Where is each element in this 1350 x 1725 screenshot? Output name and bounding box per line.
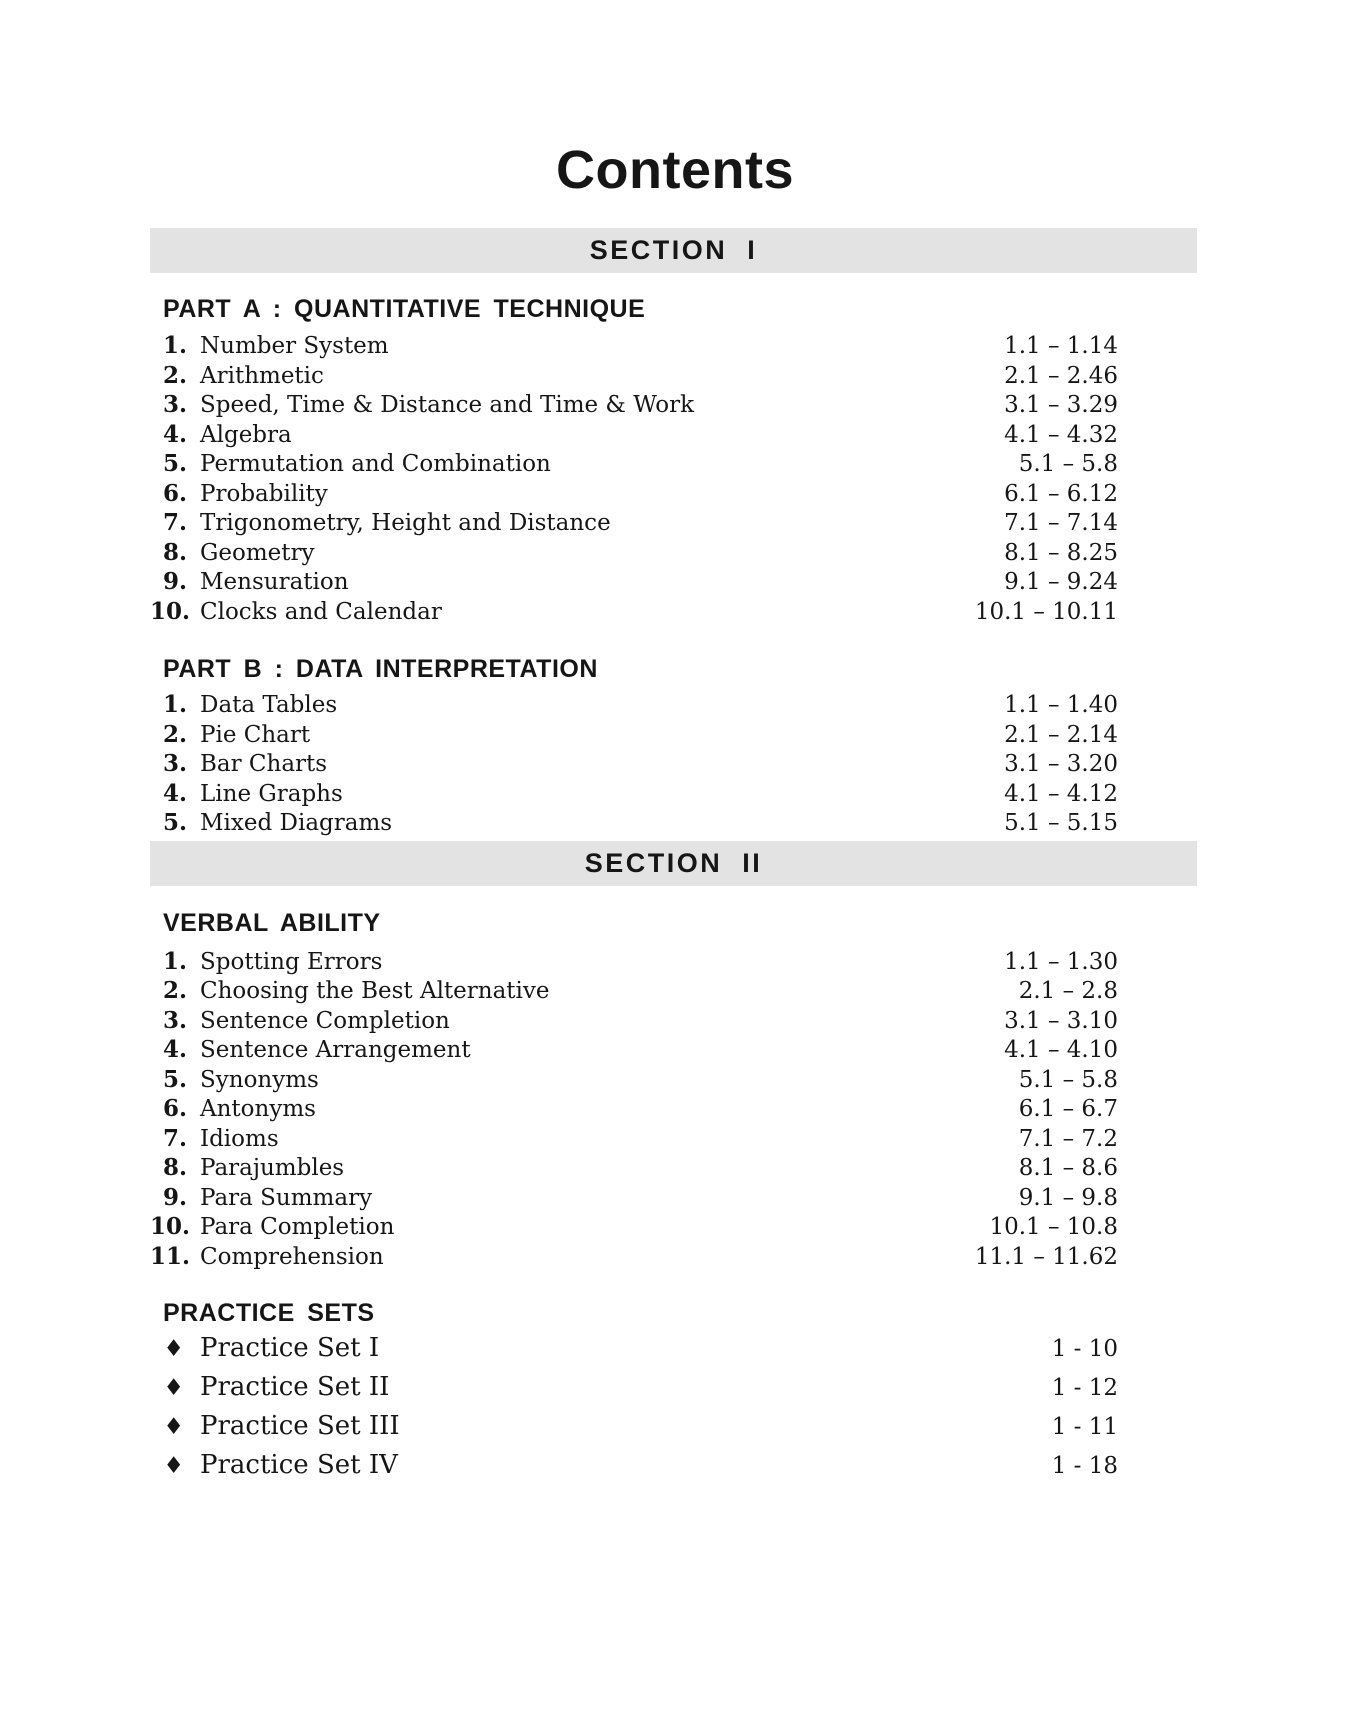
item-number: 6. — [162, 479, 187, 507]
item-number: 6. — [162, 1095, 187, 1122]
item-title: Mensuration — [200, 569, 349, 595]
item-pages: 10.1 – 10.8 — [989, 1214, 1118, 1240]
item-title: Clocks and Calendar — [200, 598, 442, 625]
item-title: Practice Set II — [200, 1372, 390, 1402]
item-pages: 5.1 – 5.8 — [1018, 1066, 1118, 1093]
part-b-heading: PART B : DATA INTERPRETATION — [163, 655, 598, 683]
part-b-list — [150, 690, 1118, 838]
item-title: Parajumbles — [200, 1155, 345, 1181]
item-title: Para Completion — [200, 1214, 395, 1240]
item-pages: 3.1 – 3.10 — [1004, 1007, 1118, 1034]
practice-sets-list — [150, 1329, 1118, 1485]
item-title: Geometry — [200, 539, 315, 566]
item-pages: 5.1 – 5.8 — [1018, 451, 1118, 477]
table-row — [150, 1035, 1118, 1065]
item-pages: 11.1 – 11.62 — [974, 1243, 1118, 1270]
item-title: Synonyms — [200, 1066, 319, 1093]
item-number: 3. — [162, 750, 187, 777]
table-row — [150, 479, 1118, 509]
item-pages: 8.1 – 8.6 — [1018, 1155, 1118, 1181]
item-title: Spotting Errors — [200, 948, 383, 975]
item-pages: 6.1 – 6.7 — [1018, 1096, 1118, 1122]
part-a-list — [150, 331, 1118, 626]
item-number: 8. — [162, 538, 187, 566]
table-row — [150, 690, 1118, 720]
table-row — [150, 1242, 1118, 1272]
table-row — [150, 1065, 1118, 1095]
item-number: 3. — [162, 391, 187, 418]
item-title: Line Graphs — [200, 780, 343, 807]
item-number: 4. — [162, 1036, 187, 1063]
item-title: Antonyms — [200, 1096, 316, 1122]
table-row — [150, 1183, 1118, 1213]
item-number: 2. — [162, 720, 187, 748]
table-row — [150, 597, 1118, 627]
item-number: 9. — [162, 568, 187, 595]
list-item — [150, 1329, 1118, 1368]
diamond-bullet-icon: ♦ — [163, 1375, 184, 1401]
table-row — [150, 720, 1118, 750]
section-1-band — [150, 228, 1197, 273]
table-row — [150, 420, 1118, 450]
item-pages: 1 - 11 — [1051, 1414, 1118, 1440]
item-title: Practice Set IV — [200, 1450, 398, 1480]
table-row — [150, 538, 1118, 568]
section-2-band — [150, 841, 1197, 886]
item-title: Number System — [200, 333, 389, 359]
list-item — [150, 1446, 1118, 1485]
practice-sets-heading: PRACTICE SETS — [163, 1299, 375, 1327]
item-pages: 5.1 – 5.15 — [1004, 810, 1118, 836]
item-pages: 2.1 – 2.14 — [1004, 721, 1118, 748]
item-pages: 2.1 – 2.46 — [1004, 362, 1118, 389]
item-title: Data Tables — [200, 692, 338, 718]
item-number: 11. — [150, 1242, 191, 1270]
item-title: Idioms — [200, 1125, 279, 1152]
item-number: 10. — [150, 1213, 191, 1240]
item-pages: 9.1 – 9.24 — [1004, 569, 1118, 595]
item-number: 3. — [162, 1006, 187, 1034]
table-row — [150, 1124, 1118, 1154]
item-pages: 10.1 – 10.11 — [974, 598, 1118, 625]
table-row — [150, 390, 1118, 420]
section-1-label: SECTION I — [589, 235, 758, 265]
item-title: Mixed Diagrams — [200, 810, 393, 836]
diamond-bullet-icon: ♦ — [163, 1453, 184, 1479]
item-title: Trigonometry, Height and Distance — [200, 510, 611, 536]
item-title: Choosing the Best Alternative — [200, 978, 550, 1004]
item-title: Practice Set I — [200, 1333, 380, 1363]
table-row — [150, 361, 1118, 391]
item-title: Bar Charts — [200, 751, 328, 777]
item-pages: 1.1 – 1.40 — [1004, 692, 1118, 718]
item-title: Algebra — [200, 421, 292, 448]
item-number: 9. — [162, 1183, 187, 1211]
item-pages: 4.1 – 4.32 — [1004, 421, 1118, 448]
item-title: Sentence Arrangement — [200, 1037, 471, 1063]
item-title: Permutation and Combination — [200, 451, 551, 477]
section-2-label: SECTION II — [584, 847, 763, 878]
table-row — [150, 1094, 1118, 1124]
table-row — [150, 779, 1118, 809]
item-number: 4. — [162, 779, 187, 807]
item-number: 2. — [162, 977, 187, 1004]
item-pages: 3.1 – 3.29 — [1004, 392, 1118, 418]
item-title: Comprehension — [200, 1243, 384, 1270]
table-row — [150, 331, 1118, 361]
item-pages: 7.1 – 7.14 — [1004, 510, 1118, 536]
item-number: 10. — [150, 597, 191, 625]
item-number: 1. — [162, 947, 187, 975]
item-number: 1. — [162, 332, 187, 359]
item-number: 1. — [162, 691, 187, 718]
item-pages: 1 - 12 — [1051, 1375, 1118, 1401]
item-pages: 7.1 – 7.2 — [1018, 1125, 1118, 1152]
item-title: Practice Set III — [200, 1411, 400, 1441]
table-row — [150, 1153, 1118, 1183]
item-number: 5. — [162, 1065, 187, 1093]
item-pages: 4.1 – 4.12 — [1004, 780, 1118, 807]
item-number: 5. — [162, 809, 187, 836]
table-row — [150, 449, 1118, 479]
item-pages: 1.1 – 1.14 — [1004, 333, 1118, 359]
item-pages: 9.1 – 9.8 — [1018, 1184, 1118, 1211]
item-title: Para Summary — [200, 1184, 373, 1211]
item-number: 8. — [162, 1154, 187, 1181]
item-number: 5. — [162, 450, 187, 477]
verbal-ability-list — [150, 947, 1118, 1272]
diamond-bullet-icon: ♦ — [163, 1414, 184, 1440]
item-pages: 1.1 – 1.30 — [1004, 948, 1118, 975]
table-row — [150, 1212, 1118, 1242]
table-row — [150, 749, 1118, 779]
table-row — [150, 567, 1118, 597]
item-pages: 3.1 – 3.20 — [1004, 751, 1118, 777]
item-pages: 2.1 – 2.8 — [1018, 978, 1118, 1004]
item-title: Speed, Time & Distance and Time & Work — [200, 392, 695, 418]
list-item — [150, 1368, 1118, 1407]
table-row — [150, 947, 1118, 977]
table-row — [150, 508, 1118, 538]
item-title: Probability — [200, 480, 328, 507]
list-item — [150, 1407, 1118, 1446]
item-number: 7. — [162, 1124, 187, 1152]
page-title: Contents — [556, 140, 794, 200]
item-title: Pie Chart — [200, 721, 311, 748]
table-row — [150, 1006, 1118, 1036]
item-number: 2. — [162, 361, 187, 389]
item-pages: 8.1 – 8.25 — [1004, 539, 1118, 566]
item-number: 4. — [162, 420, 187, 448]
item-pages: 6.1 – 6.12 — [1004, 480, 1118, 507]
diamond-bullet-icon: ♦ — [163, 1336, 184, 1362]
item-pages: 4.1 – 4.10 — [1004, 1037, 1118, 1063]
item-title: Arithmetic — [200, 362, 324, 389]
item-pages: 1 - 18 — [1051, 1453, 1118, 1479]
table-row — [150, 808, 1118, 838]
verbal-ability-heading: VERBAL ABILITY — [163, 908, 381, 937]
table-row — [150, 976, 1118, 1006]
item-pages: 1 - 10 — [1051, 1336, 1118, 1362]
item-number: 7. — [162, 509, 187, 536]
part-a-heading: PART A : QUANTITATIVE TECHNIQUE — [163, 295, 646, 323]
item-title: Sentence Completion — [200, 1007, 450, 1034]
